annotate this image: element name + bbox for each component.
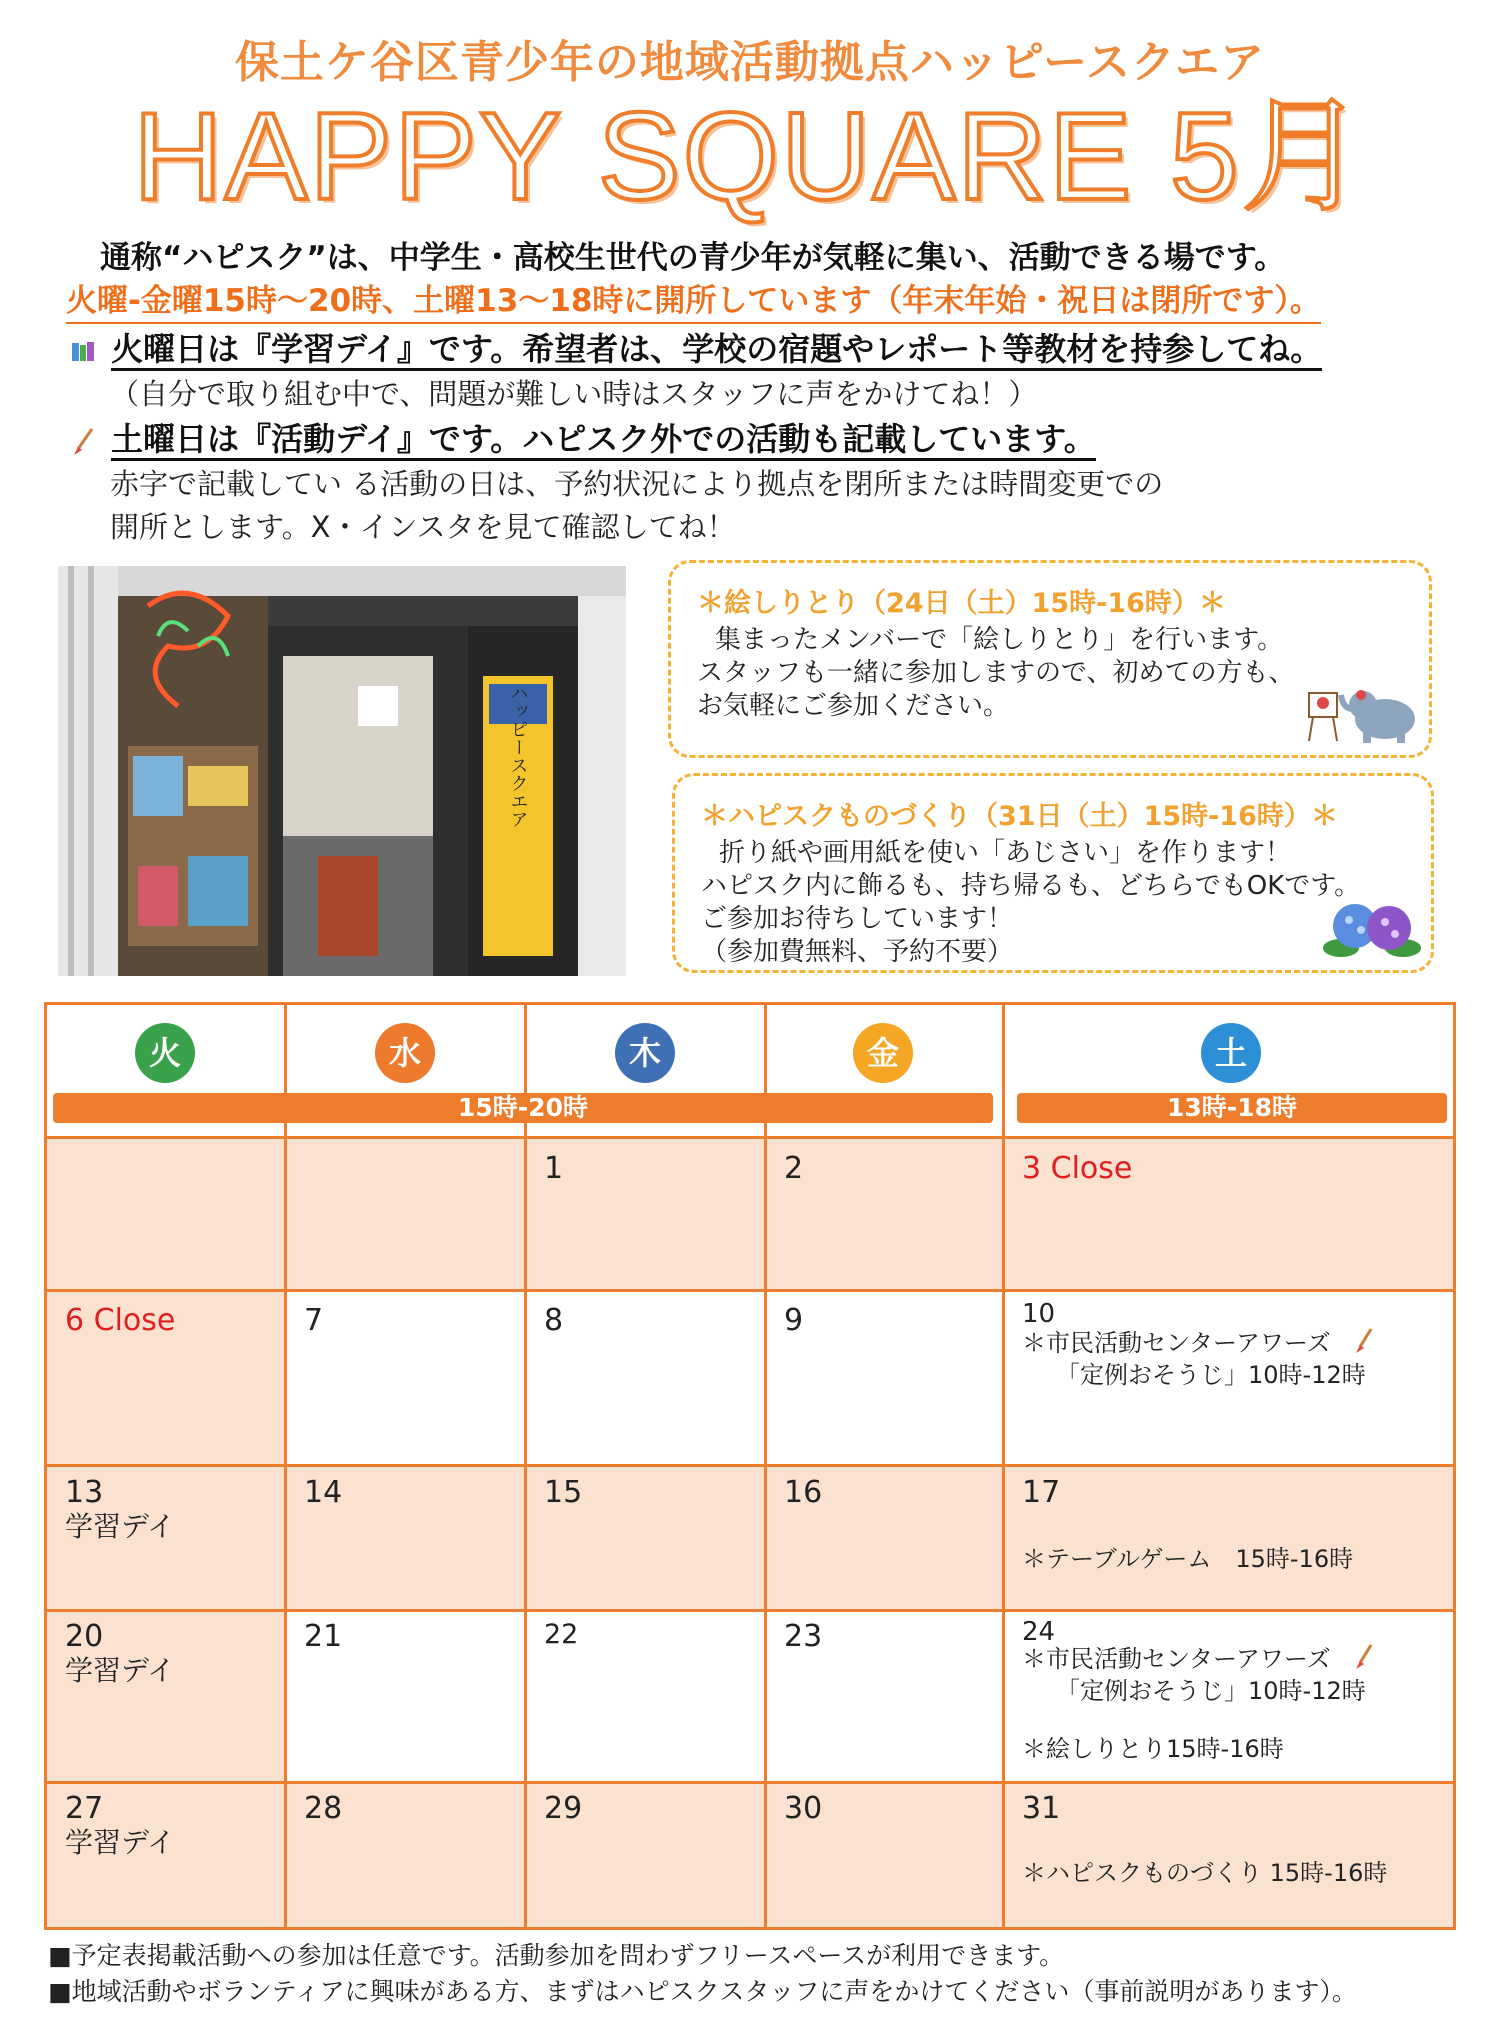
footer-note-2: ■地域活動やボランティアに興味がある方、まずはハピスクスタッフに声をかけてください（事前説明があります）。 bbox=[48, 1977, 1357, 2006]
event-line: お気軽にご参加ください。 bbox=[697, 691, 1010, 721]
study-day-label: 学習デイ bbox=[65, 1826, 176, 1859]
date-10-note-b: 「定例おそうじ」10時-12時 bbox=[1056, 1361, 1366, 1389]
date-6-close: 6 Close bbox=[65, 1303, 176, 1338]
books-icon bbox=[70, 338, 106, 373]
date-29: 29 bbox=[544, 1791, 583, 1826]
day-header-tue: 火 bbox=[135, 1023, 195, 1083]
date-8: 8 bbox=[544, 1303, 564, 1338]
day-header-wed: 水 bbox=[375, 1023, 435, 1083]
date-24-note-a: ＊市民活動センターアワーズ bbox=[1022, 1645, 1331, 1673]
tuesday-note-sub: （自分で取り組む中で、問題が難しい時はスタッフに声をかけてね！） bbox=[110, 377, 1038, 411]
date-10: 10 bbox=[1022, 1299, 1056, 1329]
event-box-shiritori bbox=[668, 560, 1432, 758]
paintbrush-icon bbox=[70, 427, 106, 465]
event-line: スタッフも一緒に参加しますので、初めての方も、 bbox=[697, 658, 1295, 688]
weekday-hours-bar: 15時-20時 bbox=[53, 1093, 993, 1123]
page-title: HAPPY SQUARE 5月 bbox=[133, 88, 1367, 226]
event-title: ＊ハピスクものづくり（31日（土）15時-16時）＊ bbox=[701, 801, 1338, 832]
calendar bbox=[44, 1002, 1456, 1930]
tuesday-note-heading: 火曜日は『学習デイ』です。希望者は、学校の宿題やレポート等教材を持参してね。 bbox=[111, 330, 1322, 371]
date-17: 17 bbox=[1022, 1475, 1061, 1510]
date-28: 28 bbox=[304, 1791, 343, 1826]
event-line: 折り紙や画用紙を使い「あじさい」を作ります！ bbox=[719, 838, 1292, 868]
opening-hours-text: 火曜-金曜15時～20時、土曜13～18時に開所しています（年末年始・祝日は閉所です）。 bbox=[66, 275, 1321, 324]
date-15: 15 bbox=[544, 1475, 583, 1510]
day-header-sat: 土 bbox=[1201, 1023, 1261, 1083]
date-24: 24 bbox=[1022, 1617, 1056, 1647]
saturday-hours-bar: 13時-18時 bbox=[1017, 1093, 1447, 1123]
date-24-note-b: 「定例おそうじ」10時-12時 bbox=[1056, 1677, 1366, 1705]
saturday-note-sub-2: 開所とします。X・インスタを見て確認してね！ bbox=[110, 510, 736, 544]
date-24-note-c: ＊絵しりとり15時-16時 bbox=[1022, 1735, 1284, 1763]
saturday-note bbox=[70, 420, 1096, 465]
date-23: 23 bbox=[784, 1619, 823, 1654]
day-header-fri: 金 bbox=[853, 1023, 913, 1083]
date-7: 7 bbox=[304, 1303, 324, 1338]
tuesday-note bbox=[70, 330, 1322, 373]
date-14: 14 bbox=[304, 1475, 343, 1510]
date-31-note: ＊ハピスクものづくり 15時-16時 bbox=[1022, 1859, 1388, 1887]
photo-sign-text: ハッピースクエア bbox=[507, 684, 529, 828]
date-22: 22 bbox=[544, 1619, 579, 1650]
date-1: 1 bbox=[544, 1151, 564, 1186]
header-subtitle: 保土ケ谷区青少年の地域活動拠点ハッピースクエア bbox=[234, 37, 1266, 88]
date-10-note-a: ＊市民活動センターアワーズ bbox=[1022, 1329, 1331, 1357]
date-21: 21 bbox=[304, 1619, 343, 1654]
study-day-label: 学習デイ bbox=[65, 1654, 176, 1687]
event-line: ハピスク内に飾るも、持ち帰るも、どちらでもOKです。 bbox=[701, 871, 1361, 901]
event-line: 集まったメンバーで「絵しりとり」を行います。 bbox=[715, 625, 1284, 655]
saturday-note-sub-1: 赤字で記載してい る活動の日は、予約状況により拠点を閉所または時間変更での bbox=[110, 467, 1164, 501]
date-20: 20 bbox=[65, 1619, 104, 1654]
event-title: ＊絵しりとり（24日（土）15時-16時）＊ bbox=[697, 588, 1226, 619]
date-9: 9 bbox=[784, 1303, 804, 1338]
event-line: ご参加お待ちしています！ bbox=[701, 904, 1014, 934]
storefront-photo bbox=[58, 566, 626, 976]
date-17-note: ＊テーブルゲーム 15時-16時 bbox=[1022, 1545, 1354, 1573]
saturday-note-heading: 土曜日は『活動デイ』です。ハピスク外での活動も記載しています。 bbox=[111, 420, 1096, 461]
elephant-painting-icon bbox=[1301, 675, 1421, 749]
paintbrush-icon bbox=[1353, 1327, 1375, 1359]
footer-note-1: ■予定表掲載活動への参加は任意です。活動参加を問わずフリースペースが利用できます。 bbox=[48, 1941, 1065, 1970]
date-13: 13 bbox=[65, 1475, 104, 1510]
hydrangea-icon bbox=[1321, 898, 1421, 964]
study-day-label: 学習デイ bbox=[65, 1510, 176, 1543]
intro-text: 通称“ハピスク”は、中学生・高校生世代の青少年が気軽に集い、活動できる場です。 bbox=[100, 240, 1286, 276]
date-31: 31 bbox=[1022, 1791, 1061, 1826]
paintbrush-icon bbox=[1353, 1643, 1375, 1675]
date-30: 30 bbox=[784, 1791, 823, 1826]
date-3-close: 3 Close bbox=[1022, 1151, 1133, 1186]
date-16: 16 bbox=[784, 1475, 823, 1510]
date-2: 2 bbox=[784, 1151, 804, 1186]
date-27: 27 bbox=[65, 1791, 104, 1826]
event-line: （参加費無料、予約不要） bbox=[701, 937, 1014, 967]
event-box-monozukuri bbox=[672, 773, 1434, 973]
day-header-thu: 木 bbox=[615, 1023, 675, 1083]
